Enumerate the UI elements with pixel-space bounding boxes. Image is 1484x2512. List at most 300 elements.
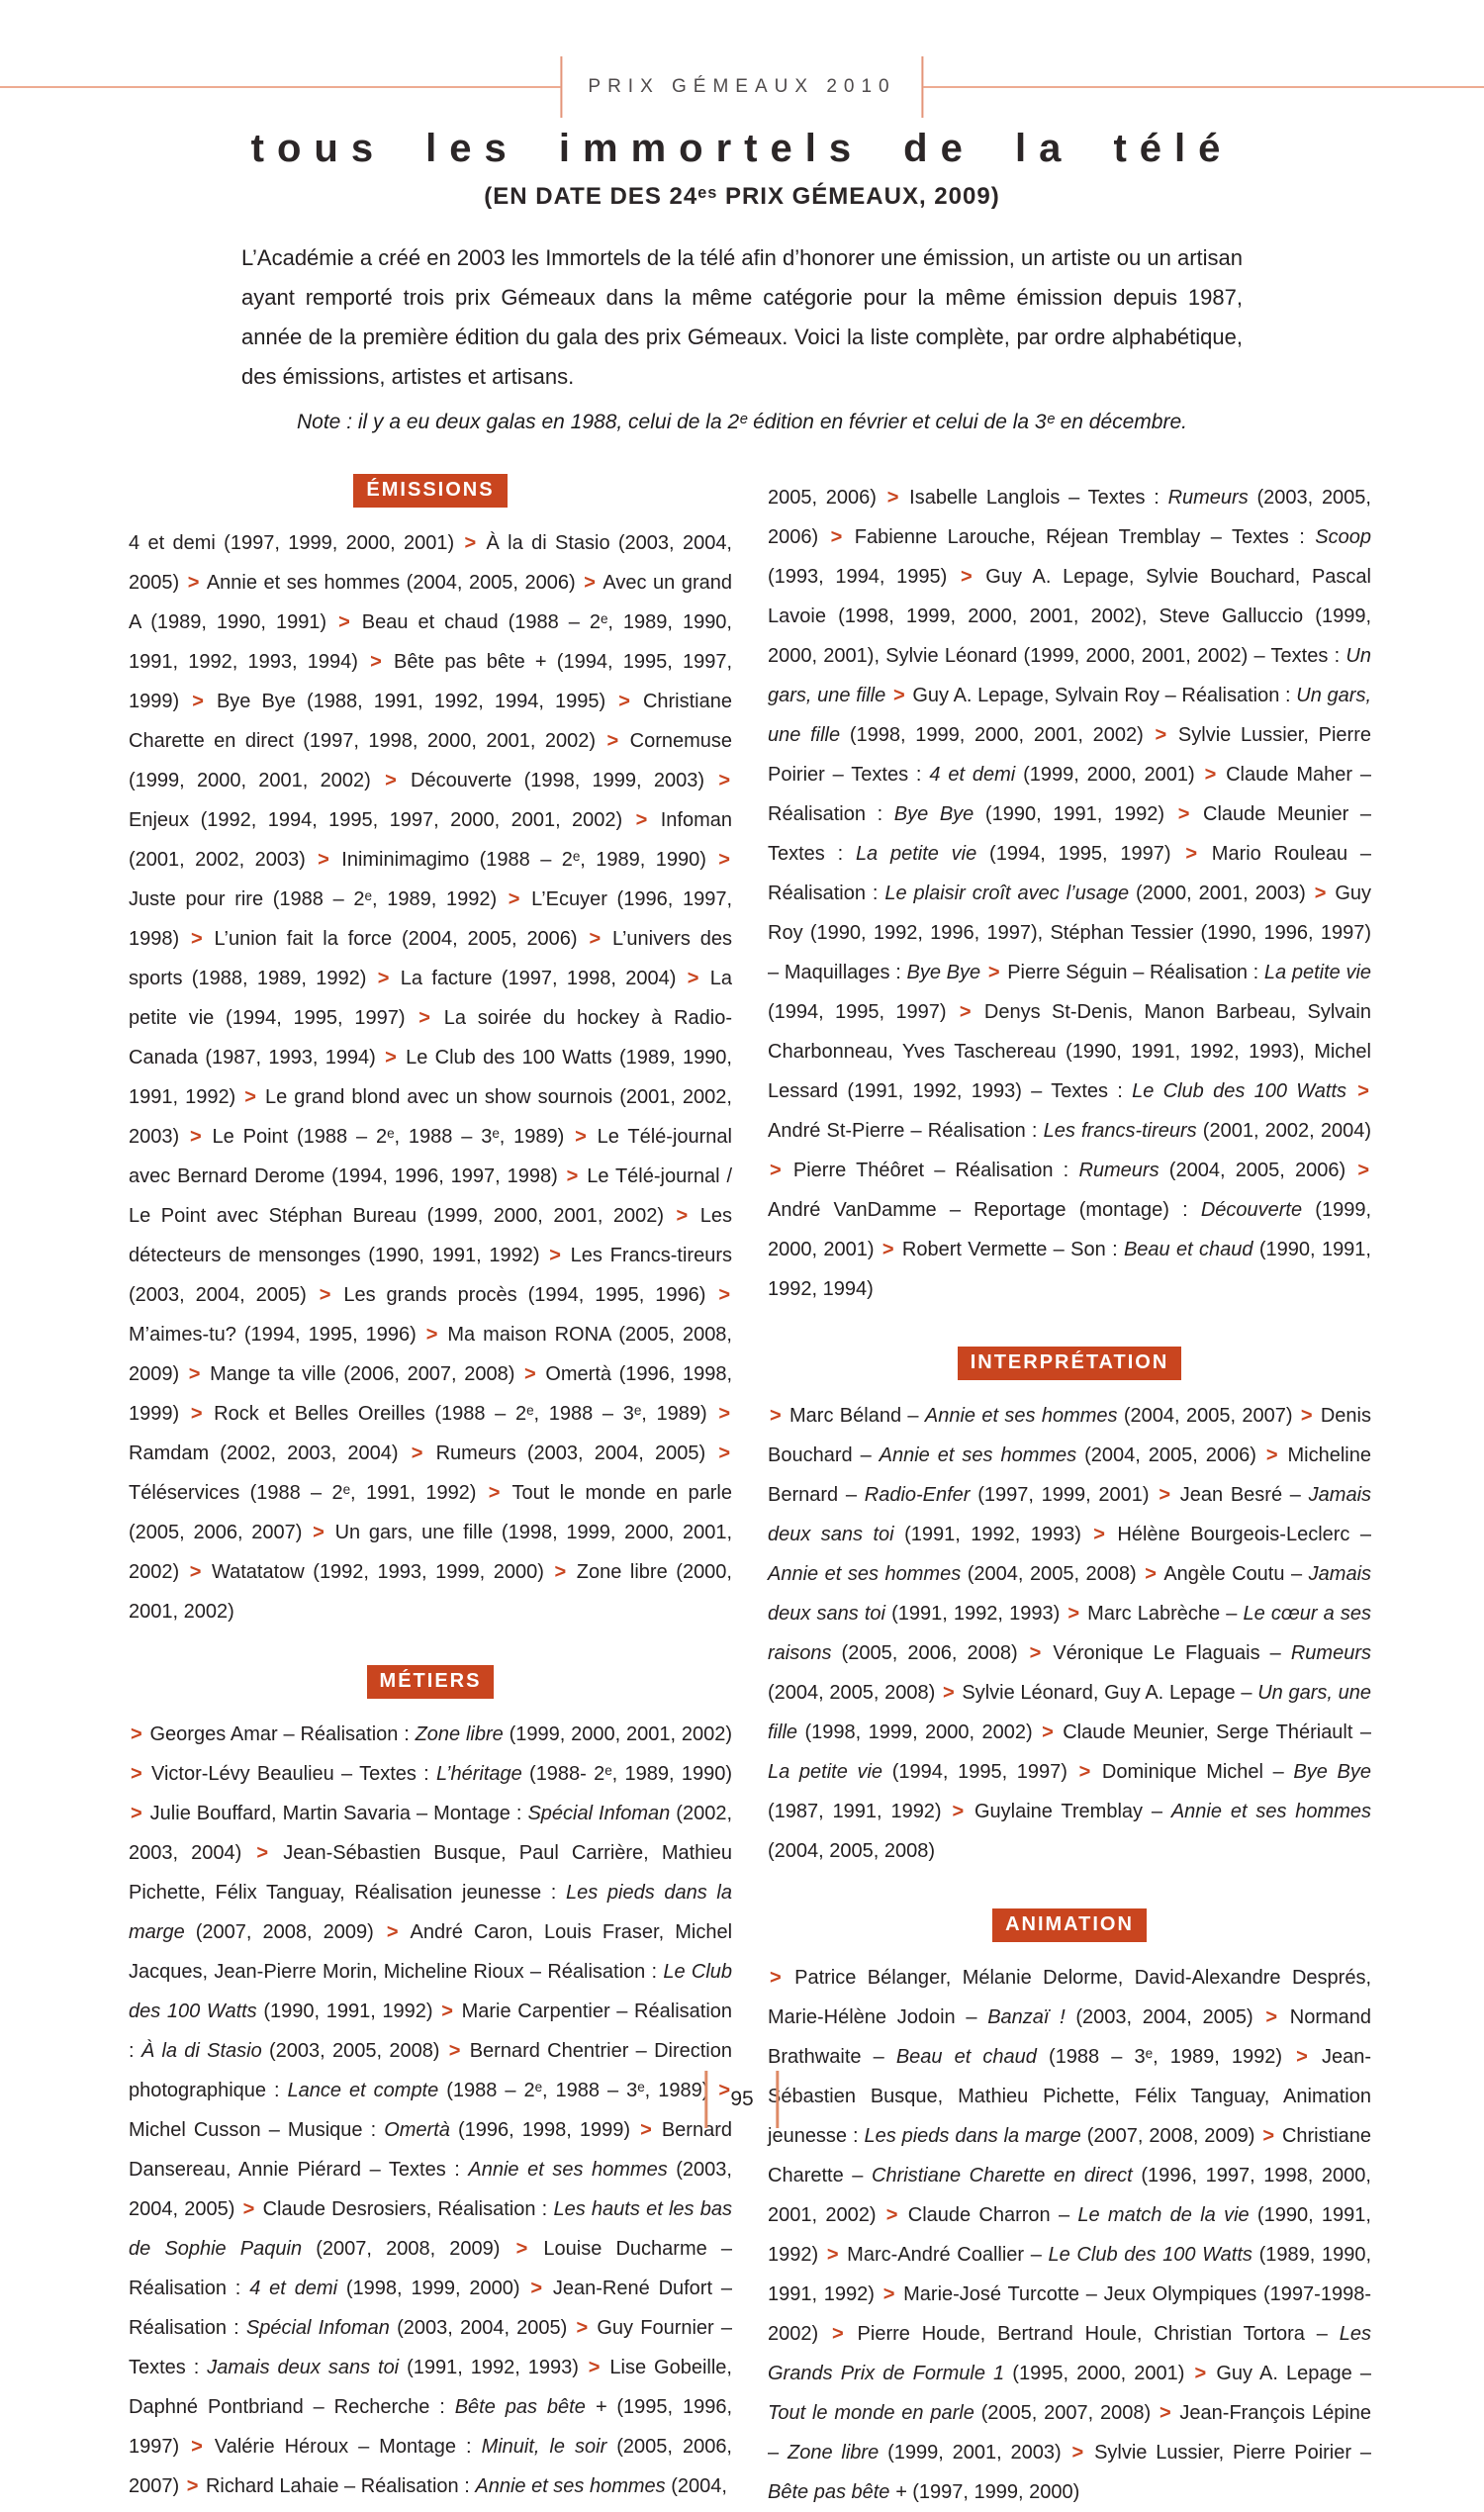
text-segment: Les grands procès (1994, 1995, 1996) (332, 1284, 717, 1306)
arrow-bullet-icon: > (1357, 1080, 1369, 1102)
text-segment: (2003, 2004, 2005) (1065, 2006, 1264, 2028)
arrow-bullet-icon: > (830, 526, 843, 548)
arrow-bullet-icon: > (943, 1682, 955, 1704)
text-segment: Victor-Lévy Beaulieu – Textes : (143, 1763, 436, 1785)
metiers-paragraph-right (768, 478, 1371, 1309)
text-segment: Louise Ducharme – Réalisation : (129, 2238, 733, 2299)
text-segment: Le Club des 100 Watts (1132, 1080, 1347, 1102)
text-segment: (1999, 2000, 2001) (768, 1199, 1372, 1260)
text-segment: Un gars, une fille (1998, 1999, 2000, 2001, 2002) (129, 1522, 732, 1583)
text-segment: Banzaï ! (987, 2006, 1066, 2028)
text-segment: Un gars, une fille (768, 645, 1371, 706)
text-segment: Claude Meunier, Serge Thériault – (1055, 1721, 1371, 1743)
arrow-bullet-icon: > (1357, 1160, 1369, 1181)
text-segment: Téléservices (1988 – 2ᵉ, 1991, 1992) (129, 1482, 487, 1504)
text-segment: Tout le monde en parle (768, 2402, 974, 2424)
text-segment: La petite vie (1994, 1995, 1997) (129, 968, 732, 1029)
text-segment: (1990, 1991, 1992) (256, 2000, 440, 2022)
arrow-bullet-icon: > (718, 2080, 731, 2101)
text-segment: La soirée du hockey à Radio-Canada (1987, 1993, 1994) (129, 1007, 732, 1069)
text-segment: Juste pour rire (1988 – 2ᵉ, 1989, 1992) (129, 888, 507, 910)
text-segment: Bête pas bête + (1994, 1995, 1997, 1999) (129, 651, 732, 712)
metiers-paragraph-left (129, 1715, 732, 2506)
text-segment: Guy Roy (1990, 1992, 1996, 1997), Stéphan Tessier (1990, 1996, 1997) – Maquillages : (768, 883, 1371, 983)
text-segment: Marc Labrèche – (1081, 1603, 1244, 1625)
arrow-bullet-icon: > (589, 928, 602, 950)
text-segment: Marc Béland – (783, 1405, 925, 1427)
text-segment: Découverte (1998, 1999, 2003) (398, 770, 717, 791)
arrow-bullet-icon: > (1262, 2125, 1275, 2147)
arrow-bullet-icon: > (584, 572, 596, 594)
text-segment: (2007, 2008, 2009) (302, 2238, 514, 2260)
text-segment: Pierre Séguin – Réalisation : (1001, 962, 1264, 983)
text-segment: Sylvie Léonard, Guy A. Lepage – (956, 1682, 1258, 1704)
text-segment: Les Grands Prix de Formule 1 (768, 2323, 1371, 2384)
text-segment: Annie et ses hommes (2004, 2005, 2006) (201, 572, 583, 594)
text-segment: Minuit, le soir (481, 2436, 607, 2458)
page-header (0, 0, 1484, 121)
arrow-bullet-icon: > (1296, 2046, 1308, 2068)
text-segment: Enjeux (1992, 1994, 1995, 1997, 2000, 2001, 2002) (129, 809, 634, 831)
text-segment: Annie et ses hommes (879, 1444, 1077, 1466)
arrow-bullet-icon: > (885, 2204, 898, 2226)
arrow-bullet-icon: > (191, 2436, 203, 2458)
text-segment: Jean-Sébastien Busque, Mathieu Pichette, Félix Tanguay, Animation jeunesse : (768, 2046, 1371, 2147)
text-segment: Ramdam (2002, 2003, 2004) (129, 1442, 410, 1464)
arrow-bullet-icon: > (1042, 1721, 1054, 1743)
text-segment: Le Club des 100 Watts (1989, 1990, 1991, 1992) (129, 1047, 732, 1108)
arrow-bullet-icon: > (959, 1001, 972, 1023)
text-segment: Zone libre (2000, 2001, 2002) (129, 1561, 732, 1623)
text-segment: (2004, 2005, 2008) (961, 1563, 1144, 1585)
text-segment: 4 et demi (1997, 1999, 2000, 2001) (129, 532, 463, 554)
text-segment: Iniminimagimo (1988 – 2ᵉ, 1989, 1990) (330, 849, 717, 871)
arrow-bullet-icon: > (676, 1205, 689, 1227)
collection-label: PRIX GÉMEAUX 2010 (588, 76, 896, 97)
text-segment: Jamais deux sans toi (207, 2357, 400, 2378)
text-segment: La petite vie (768, 1761, 883, 1783)
arrow-bullet-icon: > (1078, 1761, 1091, 1783)
text-segment: Hélène Bourgeois-Leclerc – (1106, 1524, 1371, 1545)
text-segment: (1995, 2000, 2001) (1004, 2363, 1193, 2384)
arrow-bullet-icon: > (411, 1442, 423, 1464)
arrow-bullet-icon: > (318, 849, 329, 871)
text-segment: Julie Bouffard, Martin Savaria – Montage : (143, 1803, 528, 1824)
text-segment: Les pieds dans la marge (129, 1882, 732, 1943)
page-title: tous les immortels de la télé (250, 127, 1234, 170)
text-segment: Patrice Bélanger, Mélanie Delorme, David-Alexandre Després, Marie-Hélène Jodoin – (768, 1967, 1371, 2028)
text-segment: Les francs-tireurs (1043, 1120, 1197, 1142)
text-segment: Les Francs-tireurs (2003, 2004, 2005) (129, 1245, 732, 1306)
text-segment: Annie et ses hommes (475, 2475, 666, 2497)
text-segment: (1988- 2ᵉ, 1989, 1990) (521, 1763, 732, 1785)
text-segment: Christiane Charette en direct (872, 2165, 1133, 2186)
arrow-bullet-icon: > (881, 1239, 894, 1260)
arrow-bullet-icon: > (131, 1723, 142, 1745)
text-segment: Un gars, une fille (768, 685, 1372, 746)
text-segment: (1991, 1992, 1993) (893, 1524, 1092, 1545)
arrow-bullet-icon: > (549, 1245, 561, 1266)
text-segment: Marie Carpentier – Réalisation : (129, 2000, 733, 2062)
text-segment: Bête pas bête + (454, 2396, 607, 2418)
arrow-bullet-icon: > (770, 1160, 782, 1181)
animation-paragraph (768, 1958, 1371, 2512)
text-segment: (1995, 1996, 1997) (129, 2396, 733, 2458)
text-segment: Georges Amar – Réalisation : (143, 1723, 416, 1745)
text-segment: M’aimes-tu? (1994, 1995, 1996) (129, 1324, 424, 1346)
arrow-bullet-icon: > (1194, 2363, 1207, 2384)
section-badge-interpretation: INTERPRÉTATION (958, 1347, 1182, 1380)
arrow-bullet-icon: > (1067, 1603, 1080, 1625)
text-segment: (2005, 2006, 2008) (831, 1642, 1028, 1664)
text-segment: Annie et ses hommes (768, 1563, 962, 1585)
text-segment: Jamais deux sans toi (768, 1484, 1372, 1545)
text-segment: Radio-Enfer (864, 1484, 971, 1506)
text-segment: Les détecteurs de mensonges (1990, 1991, 1992) (129, 1205, 732, 1266)
text-segment: (1997, 1999, 2000) (906, 2481, 1080, 2503)
page-subtitle: (EN DATE DES 24ᵉˢ PRIX GÉMEAUX, 2009) (484, 183, 1000, 210)
arrow-bullet-icon: > (418, 1007, 430, 1029)
text-segment: Marie-José Turcotte – Jeux Olympiques (1997-1998-2002) (768, 2283, 1371, 2345)
text-segment: (2005, 2006, 2007) (129, 2436, 732, 2497)
text-segment: Claude Meunier – Textes : (768, 803, 1371, 865)
text-segment: Le cœur a ses raisons (768, 1603, 1372, 1664)
arrow-bullet-icon: > (131, 1803, 142, 1824)
text-segment: Rumeurs (1078, 1160, 1159, 1181)
arrow-bullet-icon: > (606, 730, 619, 752)
arrow-bullet-icon: > (886, 487, 899, 509)
arrow-bullet-icon: > (640, 2119, 652, 2141)
text-segment: (2003, 2004, 2005) (389, 2317, 575, 2339)
arrow-bullet-icon: > (190, 1126, 202, 1148)
text-segment: Watatatow (1992, 1993, 1999, 2000) (203, 1561, 553, 1583)
text-segment: Bye Bye (1293, 1761, 1372, 1783)
text-segment: (2007, 2008, 2009) (1080, 2125, 1261, 2147)
text-segment: Annie et ses hommes (468, 2159, 668, 2181)
text-segment: Jean-René Dufort – Réalisation : (129, 2278, 732, 2339)
text-segment: (2003, 2005, 2006) (768, 487, 1371, 548)
text-segment: Avec un grand A (1989, 1990, 1991) (129, 572, 732, 633)
text-segment: 2005, 2006) (768, 487, 885, 509)
arrow-bullet-icon: > (687, 968, 699, 989)
text-segment: La petite vie (855, 843, 977, 865)
text-segment: Marc-André Coallier – (840, 2244, 1049, 2266)
text-segment: Pierre Théôret – Réalisation : (783, 1160, 1079, 1181)
text-segment: (2003, 2005, 2008) (261, 2040, 447, 2062)
text-segment: Lise Gobeille, Daphné Pontbriand – Recherche : (129, 2357, 732, 2418)
arrow-bullet-icon: > (189, 1561, 202, 1583)
arrow-bullet-icon: > (566, 1165, 579, 1187)
text-segment: Spécial Infoman (527, 1803, 671, 1824)
arrow-bullet-icon: > (385, 1047, 397, 1069)
text-segment: (2001, 2002, 2004) (1196, 1120, 1371, 1142)
text-segment: À la di Stasio (2003, 2004, 2005) (129, 532, 732, 594)
arrow-bullet-icon: > (1155, 724, 1167, 746)
text-segment: Isabelle Langlois – Textes : (900, 487, 1168, 509)
arrow-bullet-icon: > (1265, 1444, 1278, 1466)
text-segment: (1997, 1999, 2001) (970, 1484, 1158, 1506)
text-segment: (2005, 2007, 2008) (974, 2402, 1158, 2424)
arrow-bullet-icon: > (1300, 1405, 1313, 1427)
arrow-bullet-icon: > (515, 2238, 528, 2260)
arrow-bullet-icon: > (575, 1126, 587, 1148)
text-segment: (2004, 2005, 2006) (1076, 1444, 1264, 1466)
left-column (129, 474, 732, 2512)
text-segment: (1994, 1995, 1997) (976, 843, 1184, 865)
text-segment: Ma maison RONA (2005, 2008, 2009) (129, 1324, 732, 1385)
arrow-bullet-icon: > (448, 2040, 461, 2062)
text-segment: (1999, 2000, 2001, 2002) (503, 1723, 733, 1745)
text-segment: (2004, 2005, 2006) (1159, 1160, 1356, 1181)
section-badge-metiers: MÉTIERS (367, 1665, 495, 1699)
text-segment: (1994, 1995, 1997) (768, 1001, 958, 1023)
arrow-bullet-icon: > (952, 1801, 965, 1822)
text-segment: À la di Stasio (140, 2040, 262, 2062)
text-segment: Cornemuse (1999, 2000, 2001, 2002) (129, 730, 733, 791)
text-segment: La petite vie (1263, 962, 1372, 983)
section-badge-emissions: ÉMISSIONS (353, 474, 507, 508)
text-segment: (1999, 2001, 2003) (879, 2442, 1070, 2464)
text-segment: Beau et chaud (1988 – 2ᵉ, 1989, 1990, 1991, 1992, 1993, 1994) (129, 611, 732, 673)
interpretation-paragraph (768, 1396, 1371, 1871)
arrow-bullet-icon: > (187, 572, 200, 594)
text-segment: (1987, 1991, 1992) (768, 1801, 951, 1822)
arrow-bullet-icon: > (488, 1482, 501, 1504)
text-segment: Jean Besré – (1172, 1484, 1309, 1506)
text-segment: Guy A. Lepage, Sylvie Bouchard, Pascal Lavoie (1998, 1999, 2000, 2001, 2002), Steve Galluccio (1999, 2000, 2001), Sylvie Léonard (1999, 2000, 2001, 2002) – Textes : (768, 566, 1371, 667)
emissions-paragraph (129, 523, 732, 1631)
text-segment: André VanDamme – Reportage (montage) : (768, 1199, 1201, 1221)
text-segment: Beau et chaud (895, 2046, 1037, 2068)
text-segment: Zone libre (415, 1723, 504, 1745)
arrow-bullet-icon: > (190, 1403, 203, 1425)
text-segment: L’union fait la force (2004, 2005, 2006) (204, 928, 588, 950)
text-segment: (1988 – 2ᵉ, 1988 – 3ᵉ, 1989) (438, 2080, 717, 2101)
text-segment: Bête pas bête + (768, 2481, 907, 2503)
text-segment (1346, 1080, 1355, 1102)
arrow-bullet-icon: > (635, 809, 648, 831)
text-segment: (1996, 1998, 1999) (449, 2119, 639, 2141)
text-segment: Scoop (1315, 526, 1371, 548)
text-segment: Christiane Charette – (768, 2125, 1371, 2186)
right-column (768, 474, 1371, 2512)
text-segment: Le Point (1988 – 2ᵉ, 1988 – 3ᵉ, 1989) (203, 1126, 574, 1148)
text-segment: Annie et ses hommes (924, 1405, 1118, 1427)
text-segment: (1996, 1997, 1998, 2000, 2001, 2002) (768, 2165, 1371, 2226)
text-segment: Guy Fournier – Textes : (129, 2317, 732, 2378)
text-segment: (1991, 1992, 1993) (884, 1603, 1067, 1625)
text-segment: (1991, 1992, 1993) (399, 2357, 587, 2378)
text-segment (980, 962, 986, 983)
text-segment: Rumeurs (2003, 2004, 2005) (424, 1442, 717, 1464)
text-segment: La facture (1997, 1998, 2004) (391, 968, 686, 989)
arrow-bullet-icon: > (718, 770, 730, 791)
arrow-bullet-icon: > (1265, 2006, 1278, 2028)
text-segment: Pierre Houde, Bertrand Houle, Christian Tortora – (845, 2323, 1340, 2345)
arrow-bullet-icon: > (377, 968, 390, 989)
text-segment: (2003, 2004, 2005) (129, 2159, 732, 2220)
arrow-bullet-icon: > (1185, 843, 1197, 865)
text-segment: Les pieds dans la marge (864, 2125, 1081, 2147)
text-segment: Christiane Charette en direct (1997, 1998, 2000, 2001, 2002) (129, 691, 732, 752)
text-segment: (2002, 2003, 2004) (129, 1803, 733, 1864)
text-segment: Claude Maher – Réalisation : (768, 764, 1372, 825)
text-segment: (2004, (665, 2475, 727, 2497)
text-segment: L’univers des sports (1988, 1989, 1992) (129, 928, 732, 989)
text-segment: Spécial Infoman (245, 2317, 390, 2339)
text-segment: Fabienne Larouche, Réjean Tremblay – Textes : (844, 526, 1316, 548)
arrow-bullet-icon: > (508, 888, 520, 910)
arrow-bullet-icon: > (192, 691, 204, 712)
arrow-bullet-icon: > (1159, 1484, 1170, 1506)
text-segment: Richard Lahaie – Réalisation : (200, 2475, 476, 2497)
text-segment: (2007, 2008, 2009) (184, 1921, 385, 1943)
arrow-bullet-icon: > (892, 685, 905, 706)
text-segment: (1998, 1999, 2000, 2001, 2002) (840, 724, 1154, 746)
arrow-bullet-icon: > (319, 1284, 331, 1306)
arrow-bullet-icon: > (832, 2323, 844, 2345)
text-segment: Le Club des 100 Watts (1048, 2244, 1252, 2266)
arrow-bullet-icon: > (188, 1363, 201, 1385)
arrow-bullet-icon: > (256, 1842, 269, 1864)
text-segment: (2004, 2005, 2008) (768, 1840, 936, 1862)
arrow-bullet-icon: > (770, 1967, 782, 1989)
text-segment: Claude Desrosiers, Réalisation : (256, 2198, 554, 2220)
arrow-bullet-icon: > (242, 2198, 255, 2220)
text-segment: Bernard Chentrier – Direction photographique : (129, 2040, 732, 2101)
two-column-layout (129, 474, 1371, 2512)
text-segment: L’Ecuyer (1996, 1997, 1998) (129, 888, 733, 950)
text-segment: Tout le monde en parle (2005, 2006, 2007) (129, 1482, 732, 1543)
text-segment: Omertà (1996, 1998, 1999) (129, 1363, 733, 1425)
arrow-bullet-icon: > (826, 2244, 839, 2266)
text-segment: Rock et Belles Oreilles (1988 – 2ᵉ, 1988 – 3ᵉ, 1989) (204, 1403, 717, 1425)
arrow-bullet-icon: > (588, 2357, 601, 2378)
arrow-bullet-icon: > (960, 566, 973, 588)
text-segment: Jean-Sébastien Busque, Paul Carrière, Mathieu Pichette, Félix Tanguay, Réalisation jeunesse : (129, 1842, 732, 1904)
text-segment: (1994, 1995, 1997) (882, 1761, 1077, 1783)
text-segment: Guy A. Lepage – (1208, 2363, 1372, 2384)
text-segment: Les hauts et les bas de Sophie Paquin (129, 2198, 733, 2260)
arrow-bullet-icon: > (718, 849, 730, 871)
arrow-bullet-icon: > (338, 611, 350, 633)
text-segment: Dominique Michel – (1092, 1761, 1294, 1783)
text-segment: Robert Vermette – Son : (895, 1239, 1124, 1260)
arrow-bullet-icon: > (1159, 2402, 1171, 2424)
arrow-bullet-icon: > (425, 1324, 438, 1346)
text-segment: Le plaisir croît avec l’usage (884, 883, 1130, 904)
arrow-bullet-icon: > (770, 1405, 782, 1427)
arrow-bullet-icon: > (1177, 803, 1190, 825)
text-segment: (2000, 2001, 2003) (1129, 883, 1313, 904)
text-segment: Rumeurs (1290, 1642, 1371, 1664)
text-segment: (1989, 1990, 1991, 1992) (768, 2244, 1371, 2305)
text-segment: Omertà (384, 2119, 450, 2141)
text-segment: Guylaine Tremblay – (966, 1801, 1171, 1822)
text-segment: Le match de la vie (1077, 2204, 1250, 2226)
arrow-bullet-icon: > (1204, 764, 1217, 786)
text-segment: Le Télé-journal / Le Point avec Stéphan Bureau (1999, 2000, 2001, 2002) (129, 1165, 733, 1227)
text-segment: Lance et compte (287, 2080, 439, 2101)
text-segment: Jamais deux sans toi (768, 1563, 1372, 1625)
text-segment: Normand Brathwaite – (768, 2006, 1372, 2068)
text-segment: (1998, 1999, 2000, 2002) (797, 1721, 1041, 1743)
text-segment: Un gars, une fille (768, 1682, 1371, 1743)
arrow-bullet-icon: > (618, 691, 630, 712)
text-segment: 4 et demi (929, 764, 1016, 786)
arrow-bullet-icon: > (718, 1442, 730, 1464)
text-segment: Sylvie Lussier, Pierre Poirier – Textes : (768, 724, 1371, 786)
arrow-bullet-icon: > (530, 2278, 543, 2299)
arrow-bullet-icon: > (464, 532, 477, 554)
text-segment: Claude Charron – (899, 2204, 1078, 2226)
text-segment: Valérie Héroux – Montage : (204, 2436, 482, 2458)
arrow-bullet-icon: > (1029, 1642, 1042, 1664)
text-segment: Bye Bye (1988, 1991, 1992, 1994, 1995) (205, 691, 617, 712)
text-segment: Infoman (2001, 2002, 2003) (129, 809, 732, 871)
arrow-bullet-icon: > (191, 928, 203, 950)
arrow-bullet-icon: > (718, 1284, 731, 1306)
text-segment: Bernard Dansereau, Annie Piérard – Textes : (129, 2119, 732, 2181)
arrow-bullet-icon: > (186, 2475, 199, 2497)
arrow-bullet-icon: > (131, 1763, 142, 1785)
text-segment: (1990, 1991, 1992, 1994) (768, 1239, 1371, 1300)
arrow-bullet-icon: > (386, 1921, 399, 1943)
text-segment: Jean-François Lépine – (768, 2402, 1371, 2464)
text-segment: (1990, 1991, 1992) (974, 803, 1176, 825)
text-segment: Angèle Coutu – (1158, 1563, 1309, 1585)
arrow-bullet-icon: > (244, 1086, 256, 1108)
text-segment: Le grand blond avec un show sournois (2001, 2002, 2003) (129, 1086, 732, 1148)
text-segment: Annie et ses hommes (1170, 1801, 1372, 1822)
text-segment: Beau et chaud (1123, 1239, 1253, 1260)
text-segment: Le Télé-journal avec Bernard Derome (1994, 1996, 1997, 1998) (129, 1126, 732, 1187)
header-label-box (560, 56, 923, 118)
arrow-bullet-icon: > (1145, 1563, 1157, 1585)
text-segment: Le Club des 100 Watts (129, 1961, 733, 2022)
text-segment: (1990, 1991, 1992) (768, 2204, 1371, 2266)
text-segment: (1999, 2000, 2001) (1015, 764, 1203, 786)
arrow-bullet-icon: > (524, 1363, 536, 1385)
arrow-bullet-icon: > (1093, 1524, 1105, 1545)
text-segment: Denys St-Denis, Manon Barbeau, Sylvain Charbonneau, Yves Taschereau (1990, 1991, 1992, 1993), Michel Lessard (1991, 1992, 1993) – Textes : (768, 1001, 1371, 1102)
text-segment: Mange ta ville (2006, 2007, 2008) (202, 1363, 523, 1385)
arrow-bullet-icon: > (554, 1561, 567, 1583)
text-segment: (2004, 2005, 2007) (1117, 1405, 1299, 1427)
text-segment: Découverte (1200, 1199, 1303, 1221)
text-segment: Zone libre (787, 2442, 880, 2464)
text-segment: Mario Rouleau – Réalisation : (768, 843, 1371, 904)
arrow-bullet-icon: > (370, 651, 382, 673)
arrow-bullet-icon: > (987, 962, 1000, 983)
text-segment: 4 et demi (249, 2278, 338, 2299)
text-segment: Micheline Bernard – (768, 1444, 1371, 1506)
arrow-bullet-icon: > (1314, 883, 1327, 904)
text-segment: (1998, 1999, 2000) (337, 2278, 529, 2299)
text-segment: (2004, 2005, 2008) (768, 1682, 941, 1704)
text-segment: Bye Bye (893, 803, 974, 825)
text-segment: Guy A. Lepage, Sylvain Roy – Réalisation : (906, 685, 1297, 706)
note-line: Note : il y a eu deux galas en 1988, celui de la 2ᵉ édition en février et celui de la 3ᵉ en décembre. (297, 411, 1187, 433)
intro-paragraph: L’Académie a créé en 2003 les Immortels de la télé afin d’honorer une émission, un artiste ou un artisan ayant remporté trois prix Gémeaux dans la même catégorie pour la même émission depuis 1987, année de la première édition du gala des prix Gémeaux. Voici la liste complète, par ordre alphabétique, des émissions, artistes et artisans. (241, 245, 1243, 389)
text-segment: Bye Bye (906, 962, 981, 983)
text-segment: Véronique Le Flaguais – (1043, 1642, 1291, 1664)
section-badge-animation: ANIMATION (992, 1908, 1147, 1942)
text-segment: Sylvie Lussier, Pierre Poirier – (1085, 2442, 1372, 2464)
arrow-bullet-icon: > (313, 1522, 325, 1543)
text-segment: (1988 – 3ᵉ, 1989, 1992) (1036, 2046, 1295, 2068)
text-segment: André St-Pierre – Réalisation : (768, 1120, 1044, 1142)
